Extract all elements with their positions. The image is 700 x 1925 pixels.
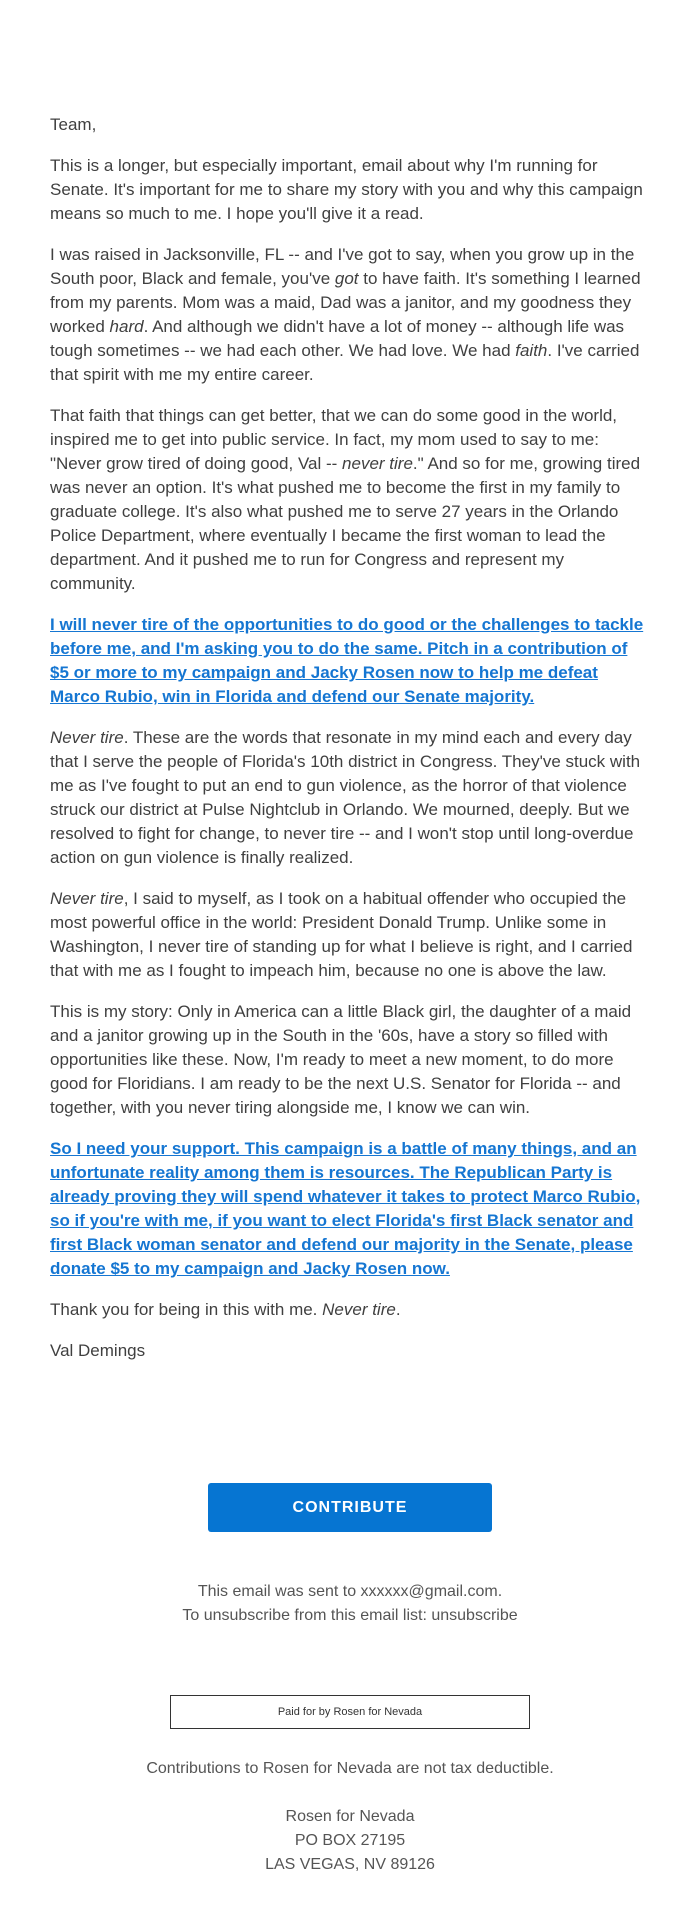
tax-note: Contributions to Rosen for Nevada are not tax deductible.	[146, 1760, 554, 1777]
address-po-box: PO BOX 27195	[294, 1832, 406, 1849]
emphasis-faith: faith	[515, 341, 548, 360]
text-span: . And although we didn't have a lot of money -- although life was tough sometimes -- we had each other. We had love. We had	[50, 317, 625, 360]
mailing-address	[0, 1805, 700, 1877]
sent-notice	[0, 1580, 700, 1628]
email-body	[50, 113, 650, 1380]
paragraph-gun-violence	[50, 726, 650, 870]
text-span: That faith that things can get better, that we can do some good in the world, inspired me to get into public service. In fact, my mom used to say to me: "Never grow tired of doing good, Val --	[50, 406, 618, 473]
text-span: Thank you for being in this with me.	[50, 1300, 323, 1319]
closing-line	[50, 1298, 650, 1322]
paragraph-story: This is my story: Only in America can a little Black girl, the daughter of a maid and a janitor growing up in the South in the '60s, have a story so filled with opportunities like these. Now, I'm ready to meet a new moment, to do more good for Floridians. I am ready to be the next U.S. Senator for Florida -- and together, with you never tiring alongside me, I know we can win.	[50, 1002, 632, 1117]
emphasis-hard: hard	[109, 317, 144, 336]
cta-paragraph-1	[50, 613, 650, 709]
paragraph-upbringing	[50, 243, 650, 387]
cta-paragraph-2	[50, 1137, 650, 1281]
sent-to-text: This email was sent to xxxxxx@gmail.com.	[197, 1583, 503, 1600]
emphasis-never-tire: Never tire	[50, 889, 124, 908]
emphasis-never-tire: Never tire	[322, 1300, 396, 1319]
address-city: LAS VEGAS, NV 89126	[265, 1856, 435, 1873]
contribute-button[interactable]: CONTRIBUTE	[208, 1483, 492, 1532]
unsubscribe-link[interactable]: unsubscribe	[431, 1607, 518, 1624]
greeting: Team,	[50, 115, 97, 134]
text-span: . I've carried that spirit with me my entire career.	[50, 341, 640, 384]
unsubscribe-prefix: To unsubscribe from this email list:	[182, 1607, 432, 1624]
paragraph-impeachment	[50, 887, 650, 983]
emphasis-never-tire: Never tire	[50, 728, 124, 747]
address-name: Rosen for Nevada	[285, 1808, 415, 1825]
unsubscribe-line	[0, 1604, 700, 1628]
text-span: ." And so for me, growing tired was never an option. It's what pushed me to become the first in my family to graduate college. It's also what pushed me to serve 27 years in the Orlando Police Department, where eventually I became the first woman to lead the department. And it pushed me to run for Congress and represent my community.	[50, 454, 641, 593]
text-span: .	[395, 1300, 401, 1319]
emphasis-got: got	[334, 269, 359, 288]
text-span: . These are the words that resonate in my mind each and every day that I serve the people of Florida's 10th district in Congress. They've stuck with me as I've fought to put an end to gun violence, as the horror of that violence struck our district at Pulse Nightclub in Orlando. We mourned, deeply. But we resolved to fight for change, to never tire -- and I won't stop until long-overdue action on gun violence is finally realized.	[50, 728, 641, 867]
donate-link-2[interactable]: So I need your support. This campaign is a battle of many things, and an unfortunate reality among them is resources. The Republican Party is already proving they will spend whatever it takes to protect Marco Rubio, so if you're with me, if you want to elect Florida's first Black senator and first Black woman senator and defend our majority in the Senate, please donate $5 to my campaign and Jacky Rosen now.	[50, 1139, 641, 1278]
emphasis-never-tire: never tire	[342, 454, 413, 473]
text-span: I was raised in Jacksonville, FL -- and I've got to say, when you grow up in the South poor, Black and female, you've	[50, 245, 635, 288]
paragraph-intro: This is a longer, but especially important, email about why I'm running for Senate. It's important for me to share my story with you and why this campaign means so much to me. I hope you'll give it a read.	[50, 156, 643, 223]
paid-for-box	[170, 1695, 530, 1729]
text-span: to have faith. It's something I learned from my parents. Mom was a maid, Dad was a janitor, and my goodness they worked	[50, 269, 641, 336]
paid-for-text: Paid for by Rosen for Nevada	[277, 1706, 423, 1718]
signature: Val Demings	[50, 1341, 146, 1360]
paragraph-public-service	[50, 404, 650, 596]
donate-link-1[interactable]: I will never tire of the opportunities to do good or the challenges to tackle before me, and I'm asking you to do the same. Pitch in a contribution of $5 or more to my campaign and Jacky Rosen now to help me defeat Marco Rubio, win in Florida and defend our Senate majority.	[50, 615, 644, 706]
text-span: , I said to myself, as I took on a habitual offender who occupied the most powerful office in the world: President Donald Trump. Unlike some in Washington, I never tire of standing up for what I believe is right, and I carried that with me as I fought to impeach him, because no one is above the law.	[50, 889, 633, 980]
